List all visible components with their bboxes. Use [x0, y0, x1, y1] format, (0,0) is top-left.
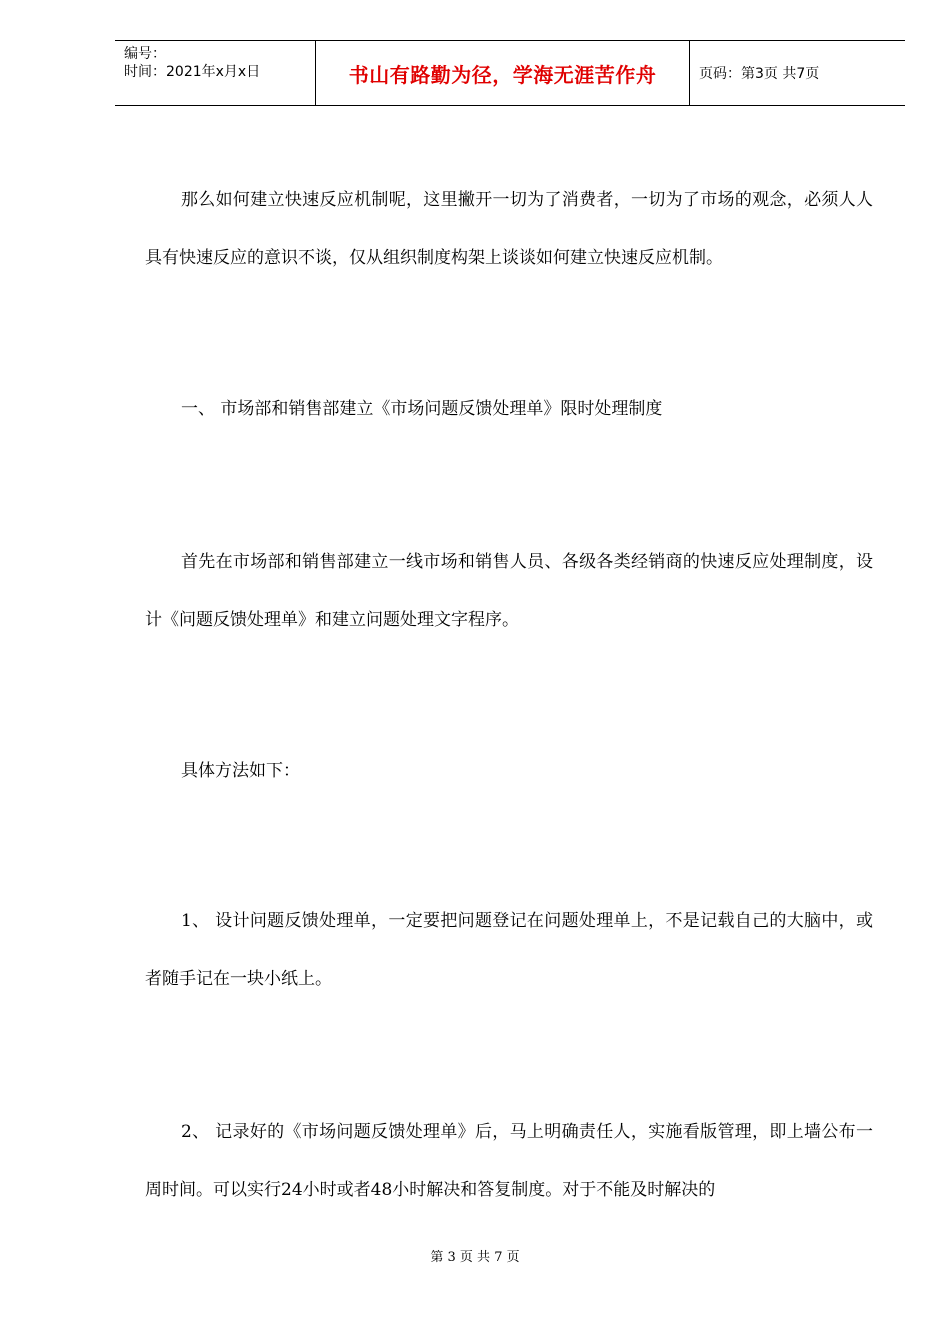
paragraph-2 [145, 533, 873, 649]
paragraph-1 [145, 171, 873, 287]
header-motto: 书山有路勤为径，学海无涯苦作舟 [348, 62, 657, 87]
footer-page-number: 第 3 页 共 7 页 [430, 1250, 520, 1265]
heading-text: 一、 市场部和销售部建立《市场问题反馈处理单》限时处理制度 [181, 399, 663, 419]
list-item-text: 1、 设计问题反馈处理单，一定要把问题登记在问题处理单上，不是记载自己的大脑中，或者随手记在一块小纸上。 [145, 911, 873, 989]
document-number-label: 编号： [124, 46, 166, 62]
header-page-number: 页码：第3页 共7页 [699, 66, 820, 82]
paragraph-text: 具体方法如下： [181, 761, 300, 781]
paragraph-3 [145, 742, 873, 800]
document-time-label: 时间：2021年x月x日 [124, 64, 261, 80]
section-heading-1 [145, 380, 873, 438]
list-item-text: 2、 记录好的《市场问题反馈处理单》后，马上明确责任人，实施看版管理，即上墙公布一周时间。可以实行24小时或者48小时解决和答复制度。对于不能及时解决的 [145, 1122, 873, 1200]
header-motto-cell [316, 41, 690, 105]
list-item-2 [145, 1103, 873, 1219]
header-meta [115, 41, 316, 105]
page-header [115, 40, 905, 106]
header-page-cell [690, 41, 905, 105]
paragraph-text: 首先在市场部和销售部建立一线市场和销售人员、各级各类经销商的快速反应处理制度，设计《问题反馈处理单》和建立问题处理文字程序。 [145, 552, 873, 630]
list-item-1 [145, 892, 873, 1008]
paragraph-text: 那么如何建立快速反应机制呢，这里撇开一切为了消费者，一切为了市场的观念，必须人人具有快速反应的意识不谈，仅从组织制度构架上谈谈如何建立快速反应机制。 [145, 190, 873, 268]
page-footer [0, 1246, 950, 1265]
